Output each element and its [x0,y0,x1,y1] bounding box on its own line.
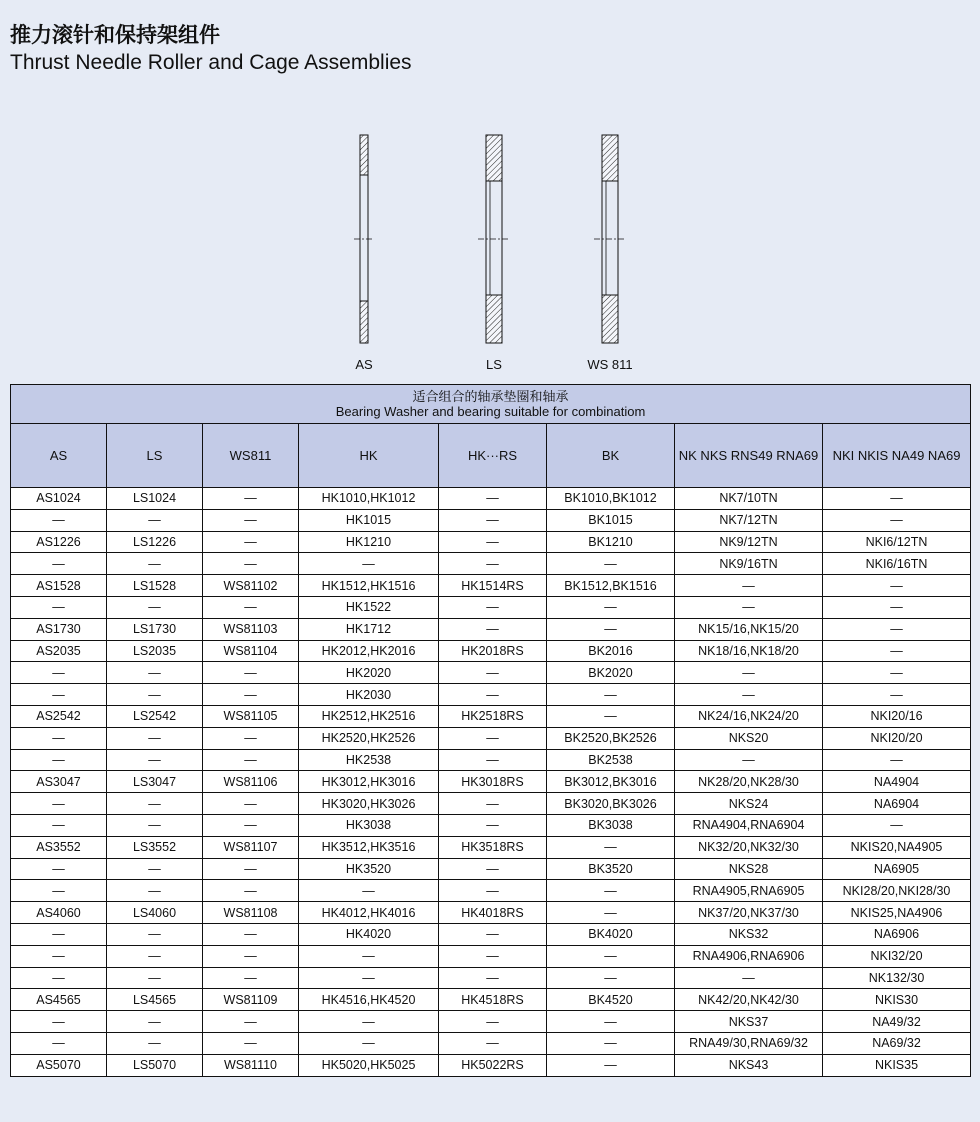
table-cell: RNA4904,RNA6904 [675,814,823,836]
table-cell: NK9/16TN [675,553,823,575]
table-cell: HK3038 [299,814,439,836]
column-header: BK [547,424,675,488]
table-header-row [11,424,971,488]
title-block [10,22,412,77]
table-cell: AS1226 [11,531,107,553]
table-cell: — [11,923,107,945]
table-cell: — [107,553,203,575]
table-cell: WS81104 [203,640,299,662]
table-cell: NKS20 [675,727,823,749]
column-header: NK NKS RNS49 RNA69 [675,424,823,488]
table-cell: — [203,967,299,989]
table-cell: BK3038 [547,814,675,836]
table-cell: HK2538 [299,749,439,771]
table-cell: — [107,923,203,945]
table-cell: — [107,945,203,967]
table-row [11,771,971,793]
table-cell: LS1528 [107,575,203,597]
table-cell: RNA4906,RNA6906 [675,945,823,967]
table-cell: — [299,967,439,989]
table-row [11,923,971,945]
table-cell: HK1210 [299,531,439,553]
column-header: AS [11,424,107,488]
table-cell: HK2520,HK2526 [299,727,439,749]
table-cell: — [547,705,675,727]
table-cell: — [11,793,107,815]
table-cell: — [439,662,547,684]
table-cell: RNA4905,RNA6905 [675,880,823,902]
table-cell: LS1226 [107,531,203,553]
table-cell: NA6906 [823,923,971,945]
ws811-washer-section [594,135,626,343]
table-cell: BK3012,BK3016 [547,771,675,793]
table-cell: — [11,858,107,880]
table-cell: NK132/30 [823,967,971,989]
table-cell: LS3047 [107,771,203,793]
table-cell: — [675,575,823,597]
table-cell: HK2518RS [439,705,547,727]
table-cell: — [203,662,299,684]
table-row [11,618,971,640]
table-cell: NK24/16,NK24/20 [675,705,823,727]
table-cell: NKI28/20,NKI28/30 [823,880,971,902]
table-cell: — [203,1032,299,1054]
table-cell: NKIS35 [823,1054,971,1076]
table-row [11,488,971,510]
table-cell: — [439,488,547,510]
table-cell: — [11,749,107,771]
table-cell: — [823,509,971,531]
table-cell: HK2020 [299,662,439,684]
table-cell: — [439,793,547,815]
table-cell: — [299,1011,439,1033]
table-cell: NK15/16,NK15/20 [675,618,823,640]
column-header: NKI NKIS NA49 NA69 [823,424,971,488]
table-cell: — [203,814,299,836]
table-cell: NKS24 [675,793,823,815]
table-cell: — [823,618,971,640]
table-row [11,967,971,989]
table-cell: — [11,945,107,967]
table-row [11,553,971,575]
table-cell: — [675,662,823,684]
table-row [11,575,971,597]
table-cell: HK4518RS [439,989,547,1011]
table-cell: HK1712 [299,618,439,640]
table-row [11,793,971,815]
table-cell: HK2030 [299,684,439,706]
table-cell: — [203,488,299,510]
table-cell: — [439,967,547,989]
table-cell: — [823,640,971,662]
table-cell: — [439,596,547,618]
table-cell: HK3512,HK3516 [299,836,439,858]
table-cell: HK3012,HK3016 [299,771,439,793]
table-cell: NKIS30 [823,989,971,1011]
table-cell: — [11,814,107,836]
table-cell: BK3520 [547,858,675,880]
table-cell: — [107,727,203,749]
table-cell: — [547,618,675,640]
table-cell: — [299,1032,439,1054]
table-row [11,858,971,880]
column-header: LS [107,424,203,488]
table-cell: NKI32/20 [823,945,971,967]
table-cell: RNA49/30,RNA69/32 [675,1032,823,1054]
table-cell: HK2012,HK2016 [299,640,439,662]
table-cell: HK1522 [299,596,439,618]
table-cell: — [107,880,203,902]
table-row [11,727,971,749]
table-row [11,640,971,662]
table-cell: NK7/12TN [675,509,823,531]
table-cell: NKI6/16TN [823,553,971,575]
table-cell: HK3018RS [439,771,547,793]
table-cell: — [823,488,971,510]
table-row [11,531,971,553]
table-cell: HK4012,HK4016 [299,902,439,924]
table-cell: WS81107 [203,836,299,858]
page-title-cn: 推力滚针和保持架组件 [10,23,220,47]
table-cell: — [107,858,203,880]
as-washer-section [354,135,374,343]
table-row [11,684,971,706]
table-cell: — [11,509,107,531]
table-cell: HK4018RS [439,902,547,924]
table-cell: NA49/32 [823,1011,971,1033]
table-cell: AS3552 [11,836,107,858]
table-cell: AS4565 [11,989,107,1011]
table-row [11,749,971,771]
table-cell: AS4060 [11,902,107,924]
table-cell: — [107,509,203,531]
table-cell: — [11,727,107,749]
table-cell: HK1512,HK1516 [299,575,439,597]
table-cell: — [107,1011,203,1033]
table-cell: — [675,749,823,771]
figure-label-as: AS [355,357,373,372]
table-cell: LS2035 [107,640,203,662]
table-cell: — [107,684,203,706]
table-cell: NKS28 [675,858,823,880]
table-cell: WS81109 [203,989,299,1011]
table-cell: — [439,858,547,880]
table-cell: — [11,1032,107,1054]
table-cell: HK2018RS [439,640,547,662]
table-cell: NKI20/20 [823,727,971,749]
table-cell: BK3020,BK3026 [547,793,675,815]
table-cell: BK1015 [547,509,675,531]
table-cell: — [547,880,675,902]
table-cell: — [439,923,547,945]
table-cell: HK1015 [299,509,439,531]
table-cell: BK4020 [547,923,675,945]
table-cell: — [823,749,971,771]
table-cell: — [107,596,203,618]
table-cell: — [547,553,675,575]
table-cell: NKI20/16 [823,705,971,727]
column-header: HK [299,424,439,488]
table-cell: — [547,596,675,618]
table-cell: HK4020 [299,923,439,945]
table-cell: HK4516,HK4520 [299,989,439,1011]
table-cell: NK32/20,NK32/30 [675,836,823,858]
table-row [11,705,971,727]
table-cell: LS5070 [107,1054,203,1076]
table-cell: LS4565 [107,989,203,1011]
table-cell: — [299,553,439,575]
table-cell: — [823,596,971,618]
table-cell: WS81110 [203,1054,299,1076]
table-cell: — [823,684,971,706]
table-cell: — [547,1011,675,1033]
table-cell: HK2512,HK2516 [299,705,439,727]
table-cell: BK2016 [547,640,675,662]
table-cell: BK1010,BK1012 [547,488,675,510]
table-cell: HK1010,HK1012 [299,488,439,510]
table-cell: NA6904 [823,793,971,815]
table-row [11,662,971,684]
table-cell: — [107,1032,203,1054]
table-cell: — [439,1032,547,1054]
table-cell: NA6905 [823,858,971,880]
table-cell: — [203,1011,299,1033]
table-cell: BK2538 [547,749,675,771]
table-cell: AS5070 [11,1054,107,1076]
column-header: HK···RS [439,424,547,488]
table-cell: — [547,1054,675,1076]
table-cell: — [107,662,203,684]
table-row [11,902,971,924]
table-cell: NKI6/12TN [823,531,971,553]
table-cell: — [11,1011,107,1033]
table-cell: — [675,596,823,618]
table-cell: NK42/20,NK42/30 [675,989,823,1011]
washer-cross-sections [0,125,980,355]
table-cell: NKS32 [675,923,823,945]
table-cell: — [203,727,299,749]
washer-figure [0,125,980,375]
table-cell: HK3520 [299,858,439,880]
table-row [11,509,971,531]
table-cell: — [203,923,299,945]
table-cell: WS81106 [203,771,299,793]
table-cell: — [11,553,107,575]
table-cell: — [439,531,547,553]
table-cell: — [203,684,299,706]
table-cell: — [547,967,675,989]
table-cell: NA69/32 [823,1032,971,1054]
table-cell: — [823,814,971,836]
table-cell: — [107,793,203,815]
figure-label-ws811: WS 811 [587,357,633,372]
table-cell: WS81103 [203,618,299,640]
table-row [11,1054,971,1076]
table-cell: LS4060 [107,902,203,924]
table-cell: — [203,880,299,902]
table-row [11,596,971,618]
table-cell: — [107,967,203,989]
table-cell: — [439,1011,547,1033]
table-cell: AS3047 [11,771,107,793]
table-cell: AS2035 [11,640,107,662]
table-cell: — [439,749,547,771]
table-cell: — [439,684,547,706]
table-cell: NK28/20,NK28/30 [675,771,823,793]
table-cell: — [547,684,675,706]
page-title-en: Thrust Needle Roller and Cage Assemblies [10,51,412,74]
table-cell: NK37/20,NK37/30 [675,902,823,924]
table-cell: BK4520 [547,989,675,1011]
table-cell: — [823,575,971,597]
table-cell: — [203,858,299,880]
table-cell: — [439,618,547,640]
table-cell: — [11,880,107,902]
table-cell: AS1730 [11,618,107,640]
table-cell: — [439,553,547,575]
table-cell: — [11,684,107,706]
table-cell: — [439,814,547,836]
table-cell: AS1528 [11,575,107,597]
table-cell: HK5022RS [439,1054,547,1076]
table-cell: BK1512,BK1516 [547,575,675,597]
table-cell: LS1024 [107,488,203,510]
table-cell: — [547,945,675,967]
table-cell: WS81102 [203,575,299,597]
table-cell: — [203,749,299,771]
ls-washer-section [478,135,510,343]
table-cell: NKIS20,NA4905 [823,836,971,858]
table-cell: — [675,684,823,706]
table-cell: — [547,1032,675,1054]
table-caption-en: Bearing Washer and bearing suitable for combinatiom [335,404,646,419]
table-cell: — [547,902,675,924]
table-row [11,836,971,858]
table-cell: HK3518RS [439,836,547,858]
table-cell: — [439,509,547,531]
table-cell: — [439,880,547,902]
table-cell: — [299,880,439,902]
table-cell: — [823,662,971,684]
table-cell: — [675,967,823,989]
table-caption-cn: 适合组合的轴承垫圈和轴承 [412,389,569,404]
table-cell: HK3020,HK3026 [299,793,439,815]
table-row [11,814,971,836]
table-cell: BK2520,BK2526 [547,727,675,749]
table-cell: — [203,509,299,531]
table-cell: — [107,814,203,836]
table-cell: LS1730 [107,618,203,640]
table-cell: — [203,945,299,967]
table-row [11,945,971,967]
table-cell: NK9/12TN [675,531,823,553]
table-cell: AS2542 [11,705,107,727]
table-cell: — [439,945,547,967]
table-cell: NKIS25,NA4906 [823,902,971,924]
table-cell: NKS43 [675,1054,823,1076]
table-cell: — [203,596,299,618]
table-cell: NK7/10TN [675,488,823,510]
table-cell: HK5020,HK5025 [299,1054,439,1076]
table-cell: BK2020 [547,662,675,684]
table-cell: NA4904 [823,771,971,793]
table-cell: BK1210 [547,531,675,553]
table-cell: — [107,749,203,771]
table-row [11,880,971,902]
table-row [11,989,971,1011]
table-cell: — [11,596,107,618]
table-cell: LS2542 [107,705,203,727]
table-cell: — [11,662,107,684]
table-cell: LS3552 [107,836,203,858]
table-cell: WS81108 [203,902,299,924]
combination-table [10,384,971,1077]
table-cell: — [439,727,547,749]
table-cell: — [11,967,107,989]
table-caption [11,385,971,424]
table-cell: AS1024 [11,488,107,510]
table-cell: WS81105 [203,705,299,727]
table-cell: — [203,793,299,815]
table-cell: — [547,836,675,858]
column-header: WS811 [203,424,299,488]
table-cell: — [203,531,299,553]
table-body [11,488,971,1077]
table-cell: HK1514RS [439,575,547,597]
figure-label-ls: LS [486,357,502,372]
table-cell: NK18/16,NK18/20 [675,640,823,662]
table-row [11,1032,971,1054]
table-cell: — [203,553,299,575]
table-cell: NKS37 [675,1011,823,1033]
table-row [11,1011,971,1033]
table-cell: — [299,945,439,967]
